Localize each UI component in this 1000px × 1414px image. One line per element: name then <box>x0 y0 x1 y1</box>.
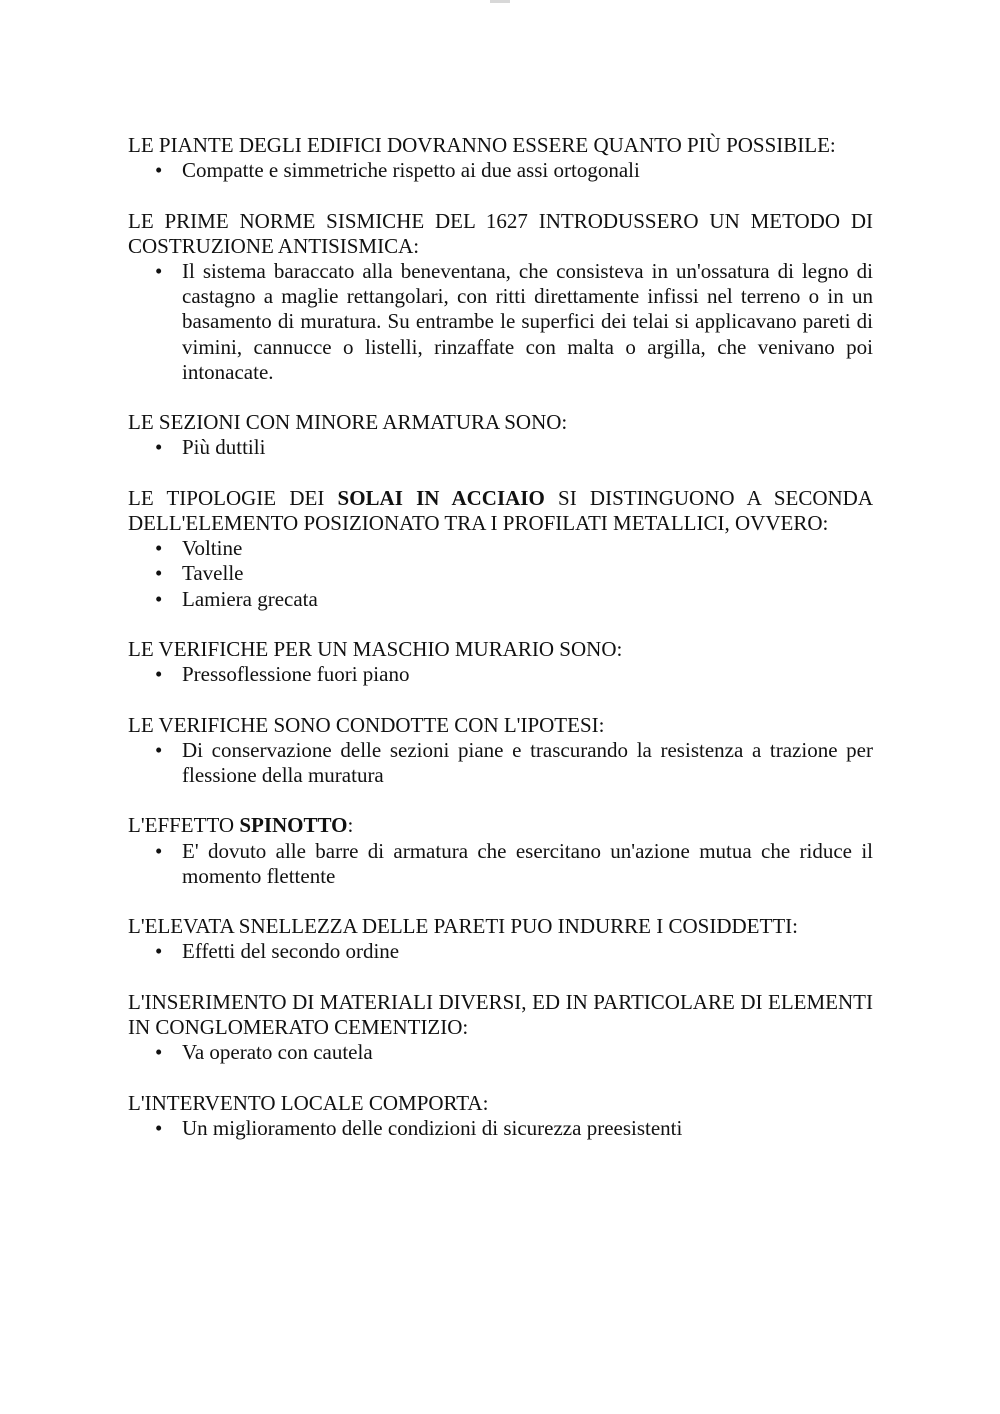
list-item <box>128 738 873 788</box>
section-snellezza <box>128 914 873 964</box>
bullet-list <box>128 1040 873 1065</box>
list-item-text: Di conservazione delle sezioni piane e trascurando la resistenza a trazione per flessione della muratura <box>182 737 873 787</box>
heading-text: LE TIPOLOGIE DEI <box>128 485 338 510</box>
list-item <box>128 662 873 687</box>
document-page <box>128 133 873 1166</box>
bullet-list <box>128 1116 873 1141</box>
section-heading: L'INSERIMENTO DI MATERIALI DIVERSI, ED IN PARTICOLARE DI ELEMENTI IN CONGLOMERATO CEMENTIZIO: <box>128 989 873 1039</box>
heading-text: : <box>347 813 354 838</box>
section-verifiche-ipotesi <box>128 713 873 789</box>
bullet-icon: • <box>155 1115 163 1140</box>
list-item-text: Voltine <box>182 536 243 561</box>
bullet-icon: • <box>155 561 163 586</box>
list-item-text: Compatte e simmetriche rispetto ai due assi ortogonali <box>182 158 640 183</box>
bullet-list <box>128 158 873 183</box>
list-item <box>128 839 873 889</box>
page-header-mark <box>490 0 510 3</box>
section-norme-sismiche <box>128 209 873 385</box>
bullet-list <box>128 662 873 687</box>
heading-emphasis: SPINOTTO <box>239 813 348 838</box>
section-heading: LE VERIFICHE SONO CONDOTTE CON L'IPOTESI: <box>128 712 605 737</box>
list-item <box>128 435 873 460</box>
bullet-icon: • <box>155 662 163 687</box>
list-item <box>128 536 873 561</box>
section-intervento-locale <box>128 1091 873 1141</box>
section-heading: L'ELEVATA SNELLEZZA DELLE PARETI PUO INDURRE I COSIDDETTI: <box>128 914 798 939</box>
heading-text: SI DISTINGUONO A SECONDA DELL'ELEMENTO POSIZIONATO TRA I PROFILATI METALLICI, OVVERO: <box>128 485 873 535</box>
list-item-text: Effetti del secondo ordine <box>182 939 400 964</box>
section-heading: LE PRIME NORME SISMICHE DEL 1627 INTRODUSSERO UN METODO DI COSTRUZIONE ANTISISMICA: <box>128 208 873 258</box>
section-piante <box>128 133 873 183</box>
section-heading <box>128 486 873 536</box>
bullet-icon: • <box>155 737 163 762</box>
list-item-text: Lamiera grecata <box>182 586 318 611</box>
section-verifiche-maschio <box>128 637 873 687</box>
list-item <box>128 939 873 964</box>
bullet-icon: • <box>155 838 163 863</box>
list-item-text: Pressoflessione fuori piano <box>182 662 410 687</box>
list-item <box>128 158 873 183</box>
bullet-list <box>128 536 873 612</box>
bullet-icon: • <box>155 1040 163 1065</box>
section-heading <box>128 813 873 838</box>
bullet-icon: • <box>155 939 163 964</box>
bullet-icon: • <box>155 435 163 460</box>
list-item-text: Va operato con cautela <box>182 1040 373 1065</box>
bullet-icon: • <box>155 158 163 183</box>
section-heading: LE VERIFICHE PER UN MASCHIO MURARIO SONO: <box>128 637 623 661</box>
heading-text: L'EFFETTO <box>128 813 240 838</box>
list-item-text: Tavelle <box>182 561 244 586</box>
list-item-text: Più duttili <box>182 435 266 460</box>
section-effetto-spinotto <box>128 813 873 889</box>
bullet-list <box>128 259 873 385</box>
bullet-icon: • <box>155 536 163 561</box>
list-item-text: E' dovuto alle barre di armatura che esercitano un'azione mutua che riduce il momento flettente <box>182 838 873 888</box>
bullet-list <box>128 738 873 788</box>
bullet-list <box>128 435 873 460</box>
bullet-icon: • <box>155 259 163 283</box>
list-item <box>128 587 873 612</box>
section-inserimento-materiali <box>128 990 873 1066</box>
list-item <box>128 259 873 385</box>
list-item-text: Un miglioramento delle condizioni di sicurezza preesistenti <box>182 1115 683 1140</box>
bullet-icon: • <box>155 586 163 611</box>
section-heading: LE PIANTE DEGLI EDIFICI DOVRANNO ESSERE QUANTO PIÙ POSSIBILE: <box>128 133 836 157</box>
list-item-text: Il sistema baraccato alla beneventana, che consisteva in un'ossatura di legno di castagno a maglie rettangolari, con ritti direttamente infissi nel terreno o in un basamento di muratura. Su entrambe le superfici dei telai si applicavano pareti di vimini, cannucce o listelli, rinzaffate con malta o argilla, che venivano poi intonacate. <box>182 259 873 384</box>
bullet-list <box>128 939 873 964</box>
section-sezioni <box>128 410 873 460</box>
section-heading: LE SEZIONI CON MINORE ARMATURA SONO: <box>128 410 568 435</box>
section-solai-acciaio <box>128 486 873 612</box>
list-item <box>128 561 873 586</box>
bullet-list <box>128 839 873 889</box>
list-item <box>128 1116 873 1141</box>
list-item <box>128 1040 873 1065</box>
section-heading: L'INTERVENTO LOCALE COMPORTA: <box>128 1090 489 1115</box>
heading-emphasis: SOLAI IN ACCIAIO <box>337 485 545 510</box>
